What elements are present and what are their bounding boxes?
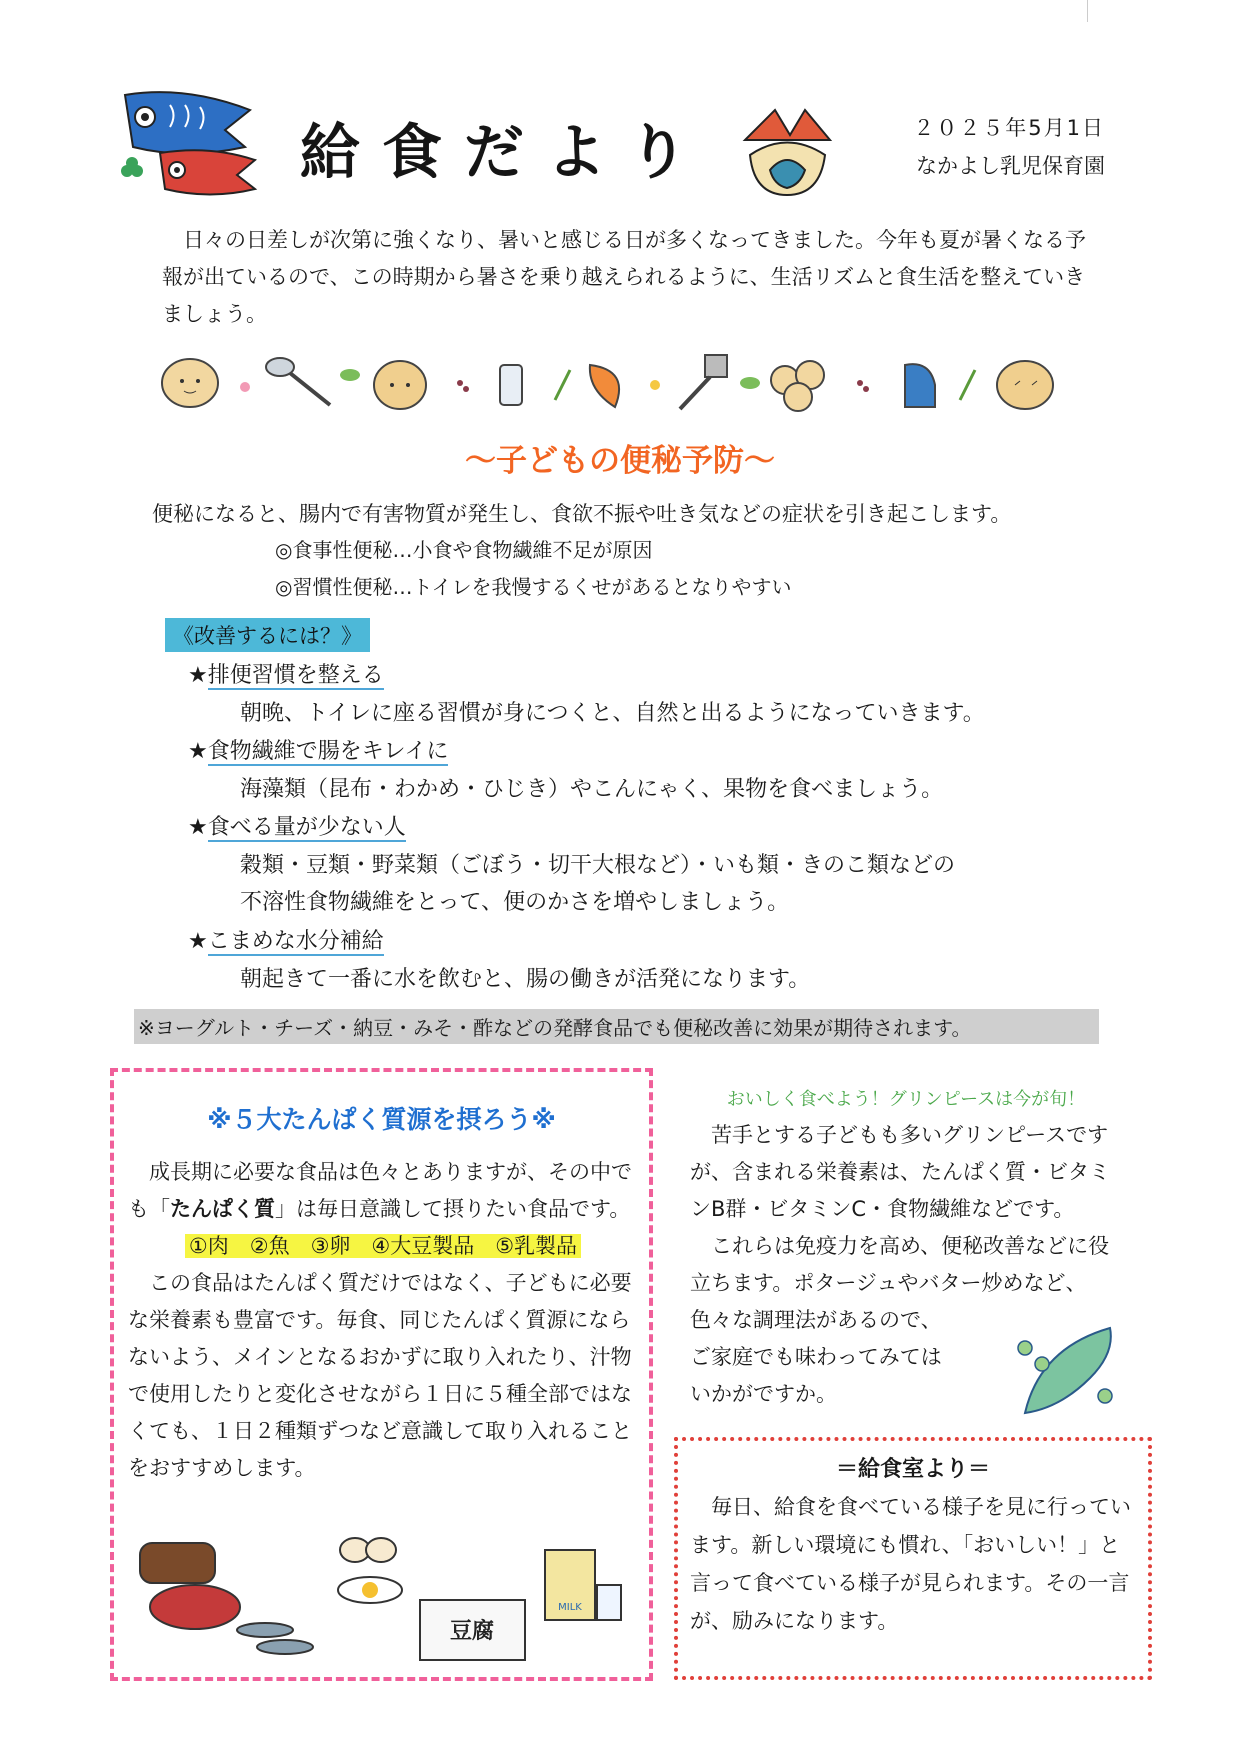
intro-paragraph: 日々の日差しが次第に強くなり、暑いと感じる日が多くなってきました。今年も夏が暑くなる予報が出ているので、この時期から暑さを乗り越えられるように、生活リズムと食生活を整えていきましょう。	[162, 228, 1086, 326]
improvement-item-desc: 海藻類（昆布・わかめ・ひじき）やこんにゃく、果物を食べましょう。	[240, 777, 944, 802]
salt-shaker-icon	[500, 365, 522, 405]
page-edge-line	[1087, 0, 1088, 22]
greenpea-pod-icon	[1010, 1318, 1130, 1423]
onion-face-icon-2	[997, 361, 1053, 409]
decorative-food-row	[160, 345, 1080, 415]
improvement-item-title: ★食べる量が少ない人	[188, 815, 406, 840]
protein-paragraph-2: この食品はたんぱく質だけではなく、子どもに必要な栄養素も豊富です。毎食、同じたんぱく質源にならないよう、メインとなるおかずに取り入れたり、汁物で使用したりと変化させながら１日に５種全部ではなくても、１日２種類ずつなど意識して取り入れることをおすすめします。	[128, 1271, 632, 1480]
constipation-section-title: ～子どもの便秘予防～	[465, 443, 775, 479]
greenpeas-section-title: おいしく食べよう！グリンピースは今が旬！	[726, 1089, 1086, 1110]
fermented-food-note: ※ヨーグルト・チーズ・納豆・みそ・酢などの発酵食品でも便秘改善に効果が期待されます。	[134, 1009, 1099, 1044]
improvement-item-desc: 朝起きて一番に水を飲むと、腸の働きが活発になります。	[240, 967, 811, 992]
leaf-icon-2	[740, 377, 760, 389]
improvement-item-title: ★こまめな水分補給	[188, 929, 384, 954]
protein-paragraph-1: 成長期に必要な食品は色々とありますが、その中でも「たんぱく質」は毎日意識して摂りたい食品です。	[128, 1160, 632, 1221]
egg-icon	[338, 1538, 402, 1603]
protein-section-title: ※５大たんぱく質源を摂ろう※	[207, 1105, 556, 1134]
spatula-icon	[680, 355, 727, 409]
issue-date: ２０２５年5月1日	[913, 116, 1105, 140]
constipation-type-habitual: ◎習慣性便秘…トイレを我慢するくせがあるとなりやすい	[275, 575, 792, 599]
improvement-item-desc: 朝晩、トイレに座る習慣が身につくと、自然と出るようになっていきます。	[240, 701, 985, 726]
svg-text:MILK: MILK	[558, 1602, 582, 1613]
blue-carp-icon	[125, 92, 250, 153]
newsletter-title: 給食だより	[300, 118, 710, 188]
svg-text:豆腐: 豆腐	[449, 1619, 495, 1644]
oven-mitt-icon	[905, 364, 935, 407]
potato-face-icon	[162, 359, 218, 407]
koinobori-illustration	[115, 85, 260, 200]
tofu-icon	[420, 1600, 525, 1660]
improvement-item-title: ★食物繊維で腸をキレイに	[188, 739, 449, 764]
chestnut-faces-icon	[771, 361, 824, 411]
dots-icon-2	[857, 380, 869, 392]
fish-icon	[237, 1623, 313, 1654]
constipation-lead-text: 便秘になると、腸内で有害物質が発生し、食欲不振や吐き気などの症状を引き起こします。	[152, 502, 1012, 526]
greenpeas-line: ご家庭でも味わってみては	[690, 1345, 942, 1369]
kitchen-message-text: 毎日、給食を食べている様子を見に行っています。新しい環境にも慣れ、「おいしい！」と言って食べている様子が見られます。その一言が、励みになります。	[690, 1495, 1131, 1633]
protein-sources-line: ①肉 ②魚 ③卵 ④大豆製品 ⑤乳製品	[128, 1228, 638, 1265]
nursery-name: なかよし乳児保育園	[916, 154, 1105, 178]
kabuto-helmet-illustration	[730, 100, 845, 200]
kitchen-message-title: ＝給食室より＝	[835, 1457, 990, 1482]
carrot-face-icon	[590, 365, 619, 407]
small-flower-icon	[650, 380, 660, 390]
milk-carton-icon	[545, 1550, 621, 1620]
improvement-item-title: ★排便習慣を整える	[188, 663, 384, 688]
greenpeas-line: いかがですか。	[690, 1382, 837, 1406]
red-carp-icon	[160, 150, 255, 194]
greenpeas-paragraph-2: これらは免疫力を高め、便秘改善などに役立ちます。ポタージュやバター炒めなど、	[690, 1234, 1110, 1295]
improvement-item-desc: 不溶性食物繊維をとって、便のかさを増やしましょう。	[240, 890, 790, 915]
greenpeas-paragraph-1: 苦手とする子どもも多いグリンピースですが、含まれる栄養素は、たんぱく質・ビタミンB群・ビタミンC・食物繊維などです。	[690, 1123, 1110, 1221]
flower-icon	[240, 382, 250, 392]
protein-foods-illustration	[135, 1535, 635, 1670]
sprig-icon-2	[960, 370, 975, 400]
sprig-icon	[555, 370, 570, 400]
onion-face-icon	[374, 361, 426, 409]
leaf-icon	[340, 369, 360, 381]
constipation-type-dietary: ◎食事性便秘…小食や食物繊維不足が原因	[275, 538, 653, 562]
clover-icon	[121, 157, 143, 177]
cow-meat-icon	[140, 1543, 240, 1629]
improvement-heading: 《改善するには？》	[165, 618, 370, 652]
improvement-item-desc: 穀類・豆類・野菜類（ごぼう・切干大根など）・いも類・きのこ類などの	[240, 853, 956, 878]
spoon-icon	[266, 358, 330, 405]
protein-body	[128, 1154, 638, 1487]
dots-icon	[457, 380, 469, 392]
greenpeas-line: 色々な調理法があるので、	[690, 1308, 942, 1332]
